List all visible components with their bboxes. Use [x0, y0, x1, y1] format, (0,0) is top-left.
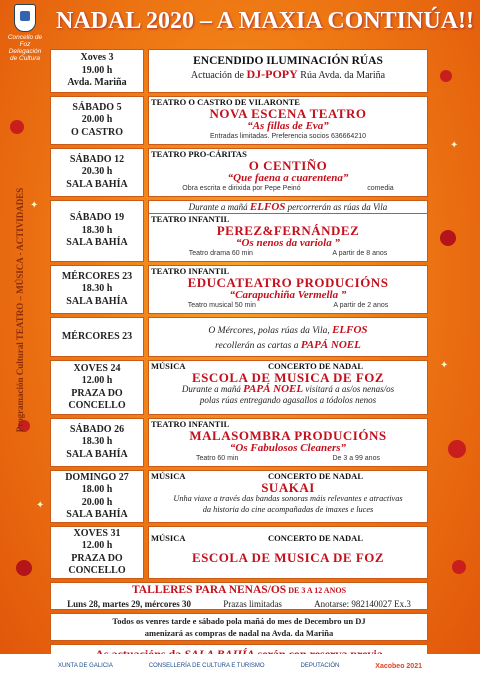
ornament-ball-icon [440, 230, 456, 246]
event-category: TEATRO INFANTIL [151, 266, 230, 276]
event-info [148, 96, 428, 145]
dj-note: Todos os venres tarde e sábado pola mañá do mes de Decembro un DJ amenizará as compras de nadal na Avda. da Mariña [50, 613, 428, 641]
event-info [148, 148, 428, 197]
event-date: SÁBADO 12 20.30 h SALA BAHÍA [50, 148, 144, 197]
event-date: XOVES 31 12.00 h PRAZA DO CONCELLO [50, 526, 144, 579]
star-icon: ✦ [440, 360, 449, 371]
ornament-ball-icon [440, 70, 452, 82]
event-subtitle: “Os nenos da variola ” [236, 237, 340, 249]
star-icon: ✦ [450, 140, 459, 151]
ornament-ball-icon [448, 440, 466, 458]
sponsor-logos [0, 654, 480, 678]
event-line: Durante a mañá PAPÁ NOEL visitará a as/os nenas/os [181, 383, 395, 395]
event-date: MÉRCORES 23 18.30 h SALA BAHÍA [50, 265, 144, 314]
star-icon: ✦ [30, 200, 39, 211]
workshops-title: TALLERES PARA NENAS/OS DE 3 A 12 ANOS [131, 584, 347, 596]
poster-title: NADAL 2020 – A MAXIA CONTINÚA!! [55, 8, 475, 34]
event-date: Xoves 3 19.00 h Avda. Mariña [50, 49, 144, 93]
event-note: Teatro musical 50 min A partir de 2 anos [187, 302, 389, 309]
event-subtitle: “Que faena a cuarentena” [227, 172, 349, 184]
event-info [148, 49, 428, 93]
shield-icon [14, 4, 36, 32]
event-category: MÚSICA CONCERTO DE NADAL [151, 471, 363, 481]
event-row [50, 470, 428, 523]
deputacion-logo: DEPUTACIÓN [300, 662, 340, 669]
logo-text: Concello de Foz Delegación de Cultura [7, 34, 43, 62]
event-name: ESCOLA DE MUSICA DE FOZ [191, 370, 385, 385]
event-name: NOVA ESCENA TEATRO [209, 106, 367, 121]
concello-logo [6, 4, 44, 62]
event-row [50, 49, 428, 93]
event-header: ENCENDIDO ILUMINACIÓN RÚAS [193, 55, 383, 67]
event-category: TEATRO PRO-CÁRITAS [151, 149, 247, 159]
event-banner: Durante a mañá ELFOS percorrerán as rúas da Vila [149, 201, 427, 214]
event-info [148, 470, 428, 523]
side-label: Programación Cultural TEATRO – MÚSICA - ACTIVIDADES [15, 187, 25, 433]
event-line: Actuación de DJ-POPY Rúa Avda. da Mariña [190, 67, 386, 81]
event-row [50, 418, 428, 467]
event-category: TEATRO O CASTRO DE VILARONTE [151, 97, 300, 107]
event-category: MÚSICA CONCERTO DE NADAL [151, 361, 363, 371]
event-line: Unha viaxe a través das bandas sonoras máis relevantes e atractivas [173, 494, 403, 503]
event-category: TEATRO INFANTIL [151, 214, 230, 224]
xacobeo-logo: Xacobeo 2021 [375, 662, 422, 670]
event-info [148, 418, 428, 467]
conselleria-logo: CONSELLERÍA DE CULTURA E TURISMO [148, 662, 265, 669]
event-row [50, 200, 428, 262]
event-date: XOVES 24 12.00 h PRAZA DO CONCELLO [50, 360, 144, 415]
event-name: ESCOLA DE MUSICA DE FOZ [191, 550, 385, 565]
event-info [148, 200, 428, 262]
event-date: SÁBADO 19 18.30 h SALA BAHÍA [50, 200, 144, 262]
ornament-ball-icon [16, 560, 32, 576]
event-line: recollerán as cartas a PAPÁ NOEL [215, 339, 361, 351]
event-note: Obra escrita e dirixida por Pepe Peinó comedia [182, 185, 394, 192]
star-icon: ✦ [36, 500, 45, 511]
event-note: Entradas limitadas. Preferencia socios 636664210 [209, 133, 367, 140]
event-date: SÁBADO 26 18.30 h SALA BAHÍA [50, 418, 144, 467]
event-name: EDUCATEATRO PRODUCIÓNS [187, 275, 389, 290]
event-subtitle: “As fillas de Eva” [247, 120, 329, 132]
event-name: PEREZ&FERNÁNDEZ [216, 223, 360, 238]
workshops-box [50, 582, 428, 610]
event-date: SÁBADO 5 20.00 h O CASTRO [50, 96, 144, 145]
event-info [148, 317, 428, 357]
event-row [50, 96, 428, 145]
event-name: MALASOMBRA PRODUCIÓNS [189, 428, 387, 443]
event-line: O Mércores, polas rúas da Vila, ELFOS [208, 324, 368, 336]
ornament-ball-icon [452, 560, 466, 574]
event-line: da historia do cine acompañadas de imaxes e luces [202, 504, 374, 514]
workshops-details: Luns 28, martes 29, mércores 30 Prazas limitadas Anotarse: 982140027 Ex.3 [67, 599, 411, 609]
event-subtitle: “Os Fabulosos Cleaners” [229, 442, 347, 454]
event-date: MÉRCORES 23 [50, 317, 144, 357]
event-row [50, 360, 428, 415]
event-row [50, 317, 428, 357]
event-info [148, 526, 428, 579]
event-row [50, 148, 428, 197]
ornament-ball-icon [10, 120, 24, 134]
event-category: TEATRO INFANTIL [151, 419, 230, 429]
event-name: O CENTIÑO [248, 158, 328, 173]
event-note: Teatro 60 min De 3 a 99 anos [196, 455, 380, 462]
event-row [50, 526, 428, 579]
event-line: polas rúas entregando agasallos a tódolos nenos [199, 394, 377, 405]
event-row [50, 265, 428, 314]
event-category: MÚSICA CONCERTO DE NADAL [151, 533, 363, 543]
event-name: SUAKAI [261, 480, 315, 495]
event-date: DOMINGO 27 18.00 h 20.00 h SALA BAHÍA [50, 470, 144, 523]
event-note: Teatro drama 60 min A partir de 8 anos [188, 250, 388, 257]
event-subtitle: “Carapuchiña Vermella ” [229, 289, 347, 301]
event-info [148, 265, 428, 314]
xunta-logo: XUNTA DE GALICIA [57, 662, 113, 669]
event-info [148, 360, 428, 415]
